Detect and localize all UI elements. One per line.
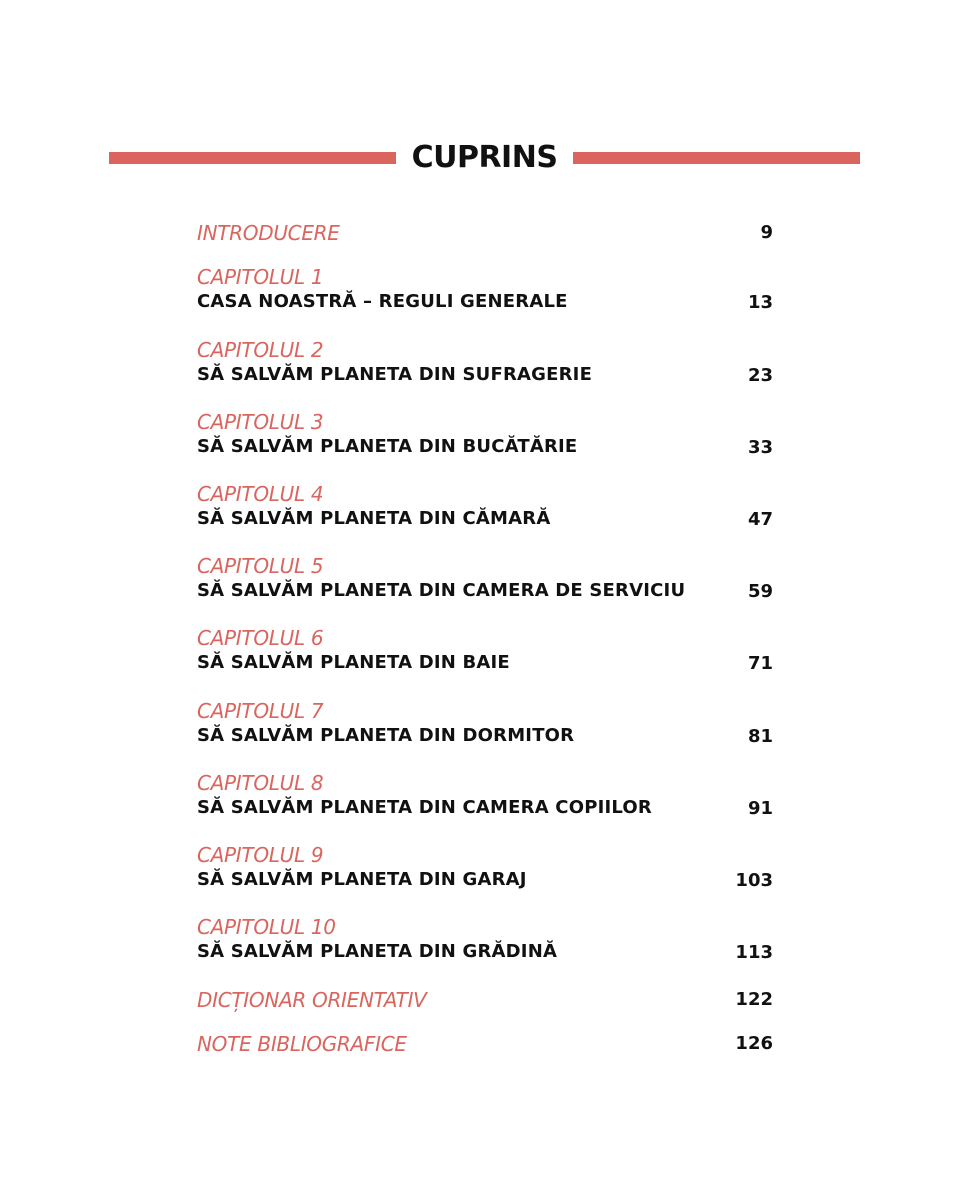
toc-chapter-label: CAPITOLUL 8 bbox=[197, 771, 324, 795]
toc-entry-chapter-4[interactable] bbox=[197, 481, 773, 531]
toc-section-label: INTRODUCERE bbox=[197, 221, 340, 245]
toc-entry-chapter-6[interactable] bbox=[197, 625, 773, 675]
toc-page-number: 103 bbox=[735, 870, 773, 891]
toc-page-number: 47 bbox=[747, 509, 773, 530]
toc-chapter-label: CAPITOLUL 5 bbox=[197, 554, 324, 578]
toc-chapter-label: CAPITOLUL 4 bbox=[197, 482, 324, 506]
toc-entry-chapter-3[interactable] bbox=[197, 409, 773, 459]
toc-entry-chapter-8[interactable] bbox=[197, 770, 773, 820]
toc-page-number: 23 bbox=[747, 365, 773, 386]
toc-chapter-title: SĂ SALVĂM PLANETA DIN BAIE bbox=[197, 652, 510, 673]
toc-entry-dictionary[interactable] bbox=[197, 987, 773, 1013]
toc-page-number: 126 bbox=[735, 1033, 773, 1054]
toc-entry-chapter-1[interactable] bbox=[197, 264, 773, 314]
toc-chapter-title: SĂ SALVĂM PLANETA DIN SUFRAGERIE bbox=[197, 364, 593, 385]
toc-chapter-title: SĂ SALVĂM PLANETA DIN DORMITOR bbox=[197, 725, 575, 746]
heading-rule-right bbox=[573, 152, 860, 164]
toc-entry-chapter-9[interactable] bbox=[197, 842, 773, 892]
toc-chapter-label: CAPITOLUL 10 bbox=[197, 915, 336, 939]
contents-heading bbox=[109, 136, 860, 180]
toc-page-number: 91 bbox=[747, 798, 773, 819]
toc-entry-chapter-5[interactable] bbox=[197, 553, 773, 603]
toc-chapter-title: SĂ SALVĂM PLANETA DIN BUCĂTĂRIE bbox=[197, 436, 578, 457]
toc-section-label: DICȚIONAR ORIENTATIV bbox=[197, 988, 427, 1012]
toc-page-number: 71 bbox=[747, 653, 773, 674]
toc-chapter-label: CAPITOLUL 1 bbox=[197, 265, 324, 289]
page-title: CUPRINS bbox=[411, 140, 558, 175]
toc-entry-introduction[interactable] bbox=[197, 220, 773, 246]
toc-chapter-title: SĂ SALVĂM PLANETA DIN CAMERA DE SERVICIU bbox=[197, 580, 686, 601]
heading-rule-left bbox=[109, 152, 396, 164]
toc-page-number: 81 bbox=[747, 726, 773, 747]
toc-section-label: NOTE BIBLIOGRAFICE bbox=[197, 1032, 407, 1056]
toc-chapter-title: CASA NOASTRĂ – REGULI GENERALE bbox=[197, 291, 568, 312]
toc-page-number: 122 bbox=[735, 989, 773, 1010]
toc-chapter-label: CAPITOLUL 7 bbox=[197, 699, 324, 723]
toc-entry-bibliography[interactable] bbox=[197, 1031, 773, 1057]
toc-chapter-label: CAPITOLUL 9 bbox=[197, 843, 324, 867]
toc-entry-chapter-10[interactable] bbox=[197, 914, 773, 964]
toc-entry-chapter-2[interactable] bbox=[197, 337, 773, 387]
toc-page-number: 9 bbox=[760, 222, 773, 243]
toc-chapter-label: CAPITOLUL 6 bbox=[197, 626, 324, 650]
toc-chapter-title: SĂ SALVĂM PLANETA DIN CAMERA COPIILOR bbox=[197, 797, 652, 818]
toc-page-number: 113 bbox=[735, 942, 773, 963]
toc-chapter-title: SĂ SALVĂM PLANETA DIN CĂMARĂ bbox=[197, 508, 551, 529]
toc-chapter-label: CAPITOLUL 2 bbox=[197, 338, 324, 362]
toc-page-number: 59 bbox=[747, 581, 773, 602]
toc-page-number: 33 bbox=[747, 437, 773, 458]
toc-page-number: 13 bbox=[747, 292, 773, 313]
toc-chapter-title: SĂ SALVĂM PLANETA DIN GRĂDINĂ bbox=[197, 941, 558, 962]
toc-entry-chapter-7[interactable] bbox=[197, 698, 773, 748]
toc-chapter-title: SĂ SALVĂM PLANETA DIN GARAJ bbox=[197, 869, 527, 890]
toc-chapter-label: CAPITOLUL 3 bbox=[197, 410, 324, 434]
